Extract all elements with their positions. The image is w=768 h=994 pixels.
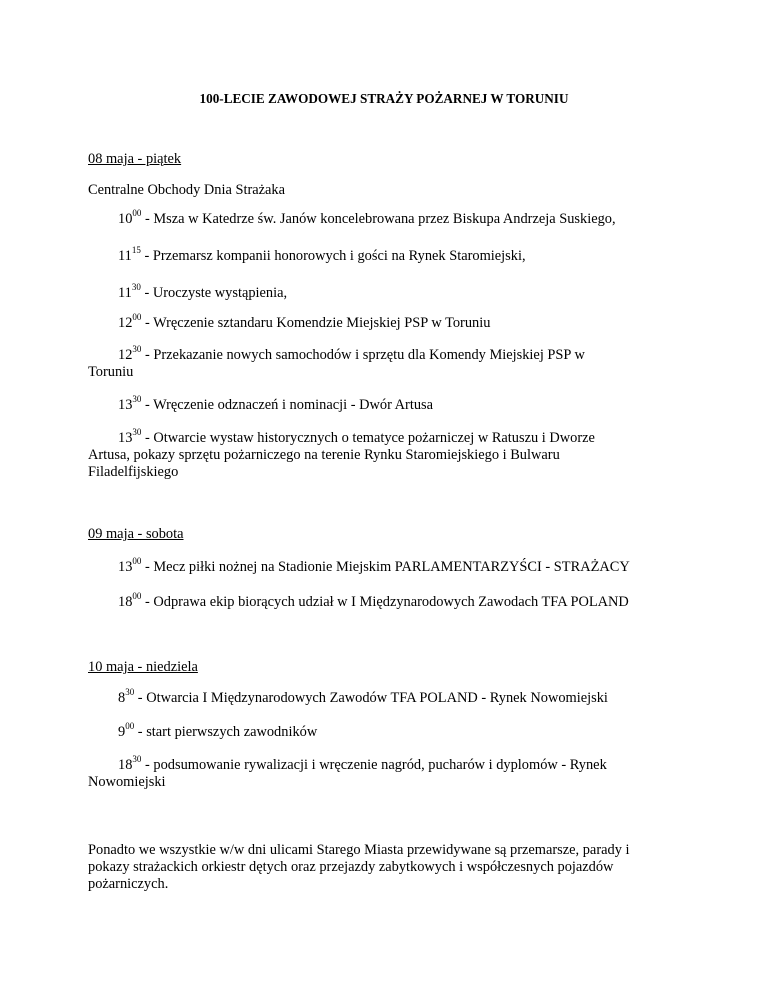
schedule-item: $13^{30}$ - Otwarcie wystaw historycznych o tematyce pożarniczej w Ratuszu i Dworze Artusa, pokazy sprzętu pożarniczego na terenie Rynku Staromiejskiego i Bulwaru Filadelfijskiego [88,427,595,480]
schedule-item: $12^{00}$ - Wręczenie sztandaru Komendzie Miejskiej PSP w Toruniu [118,312,491,331]
schedule-item: $8^{30}$ - Otwarcia I Międzynarodowych Zawodów TFA POLAND - Rynek Nowomiejski [118,687,608,706]
schedule-item: $11^{15}$ - Przemarsz kompanii honorowych i gości na Rynek Staromiejski, [118,245,526,264]
page-title: 100-LECIE ZAWODOWEJ STRAŻY POŻARNEJ W TORUNIU [199,91,569,106]
schedule-item: $13^{00}$ - Mecz piłki nożnej na Stadionie Miejskim PARLAMENTARZYŚCI - STRAŻACY [118,556,630,575]
schedule-item: $18^{00}$ - Odprawa ekip biorących udział w I Międzynarodowych Zawodach TFA POLAND [118,591,629,610]
day-subheading-1: Centralne Obchody Dnia Strażaka [88,182,285,198]
closing-paragraph: Ponadto we wszystkie w/w dni ulicami Starego Miasta przewidywane są przemarsze, parady i pokazy strażackich orkiestr dętych oraz przejazdy zabytkowych i współczesnych pojazdów pożarniczych. [88,842,630,892]
schedule-item: $18^{30}$ - podsumowanie rywalizacji i wręczenie nagród, pucharów i dyplomów - Rynek Nowomiejski [88,754,607,790]
schedule-item: $11^{30}$ - Uroczyste wystąpienia, [118,282,288,301]
schedule-item: $9^{00}$ - start pierwszych zawodników [118,721,318,740]
day-heading-2: 09 maja - sobota [88,526,184,542]
schedule-item: $13^{30}$ - Wręczenie odznaczeń i nominacji - Dwór Artusa [118,394,434,413]
schedule-item: $12^{30}$ - Przekazanie nowych samochodów i sprzętu dla Komendy Miejskiej PSP w Toruniu [88,344,585,380]
day-heading-1: 08 maja - piątek [88,151,182,167]
day-heading-3: 10 maja - niedziela [88,659,198,675]
schedule-item: $10^{00}$ - Msza w Katedrze św. Janów koncelebrowana przez Biskupa Andrzeja Suskiego, [118,208,616,227]
